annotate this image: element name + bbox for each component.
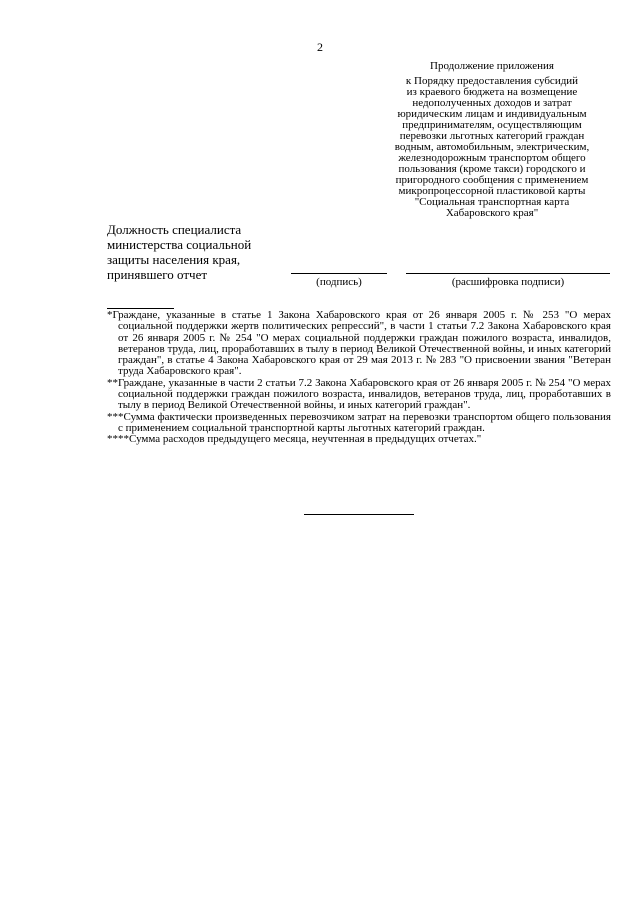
appendix-header-line: перевозки льготных категорий граждан	[399, 130, 585, 142]
appendix-header-line: предпринимателям, осуществляющим	[402, 119, 582, 131]
appendix-header-line: водным, автомобильным, электрическим,	[394, 141, 590, 153]
appendix-header-line: Хабаровского края"	[445, 207, 539, 219]
footnotes	[107, 310, 611, 446]
appendix-header-line: из краевого бюджета на возмещение	[406, 86, 578, 98]
page-number: 2	[317, 40, 323, 54]
appendix-header-line: недополученных доходов и затрат	[412, 97, 572, 109]
specialist-position-line: защиты населения края,	[107, 252, 241, 267]
footnote-2: **Граждане, указанные в части 2 статьи 7.2 Закона Хабаровского края от 26 января 2005 г. № 254 "О мерах социальной поддержки граждан пожилого возраста, инвалидов, ветеранов труда, лиц, проработавших в тылу в период Великой Отечественной войны, и иных категорий граждан".	[107, 376, 611, 412]
appendix-header-line: железнодорожным транспортом общего	[398, 152, 586, 164]
appendix-header-line: юридическим лицам и индивидуальным	[397, 108, 587, 120]
footnote-4: ****Сумма расходов предыдущего месяца, неучтенная в предыдущих отчетах."	[107, 433, 482, 446]
signature-line	[291, 273, 387, 274]
specialist-position-line: принявшего отчет	[107, 267, 208, 282]
signature-decoding-line	[406, 273, 610, 274]
signature-label: (подпись)	[316, 276, 362, 288]
signature-decoding-label: (расшифровка подписи)	[451, 276, 565, 288]
specialist-position-line: министерства социальной	[107, 237, 252, 252]
appendix-header-line: к Порядку предоставления субсидий	[405, 75, 579, 87]
appendix-header-line: микропроцессорной пластиковой карты	[398, 185, 586, 197]
appendix-header	[378, 61, 606, 219]
appendix-header-line: пользования (кроме такси) городского и	[398, 163, 586, 175]
appendix-header-line: "Социальная транспортная карта	[414, 196, 570, 208]
appendix-continuation-title: Продолжение приложения	[430, 60, 554, 72]
specialist-position-line: Должность специалиста	[107, 222, 242, 237]
appendix-header-line: пригородного сообщения с применением	[395, 174, 589, 186]
end-of-document-rule	[304, 514, 414, 515]
specialist-position	[107, 222, 282, 282]
footnote-3: ***Сумма фактически произведенных перевозчиком затрат на перевозки транспортом общего пользования с применением социальной транспортной карты льготных категорий граждан.	[107, 410, 611, 434]
footnote-1: *Граждане, указанные в статье 1 Закона Хабаровского края от 26 января 2005 г. № 253 "О мерах социальной поддержки жертв политических репрессий", в части 1 статьи 7.2 Закона Хабаровского края от 26 января 2005 г. № 254 "О мерах социальной поддержки граждан пожилого возраста, инвалидов, ветеранов труда, лиц, проработавших в тылу в период Великой Отечественной войны, и иных категорий граждан", в статье 4 Закона Хабаровского края от 29 мая 2013 г. № 283 "О присвоении звания "Ветеран труда Хабаровского края".	[107, 309, 611, 378]
